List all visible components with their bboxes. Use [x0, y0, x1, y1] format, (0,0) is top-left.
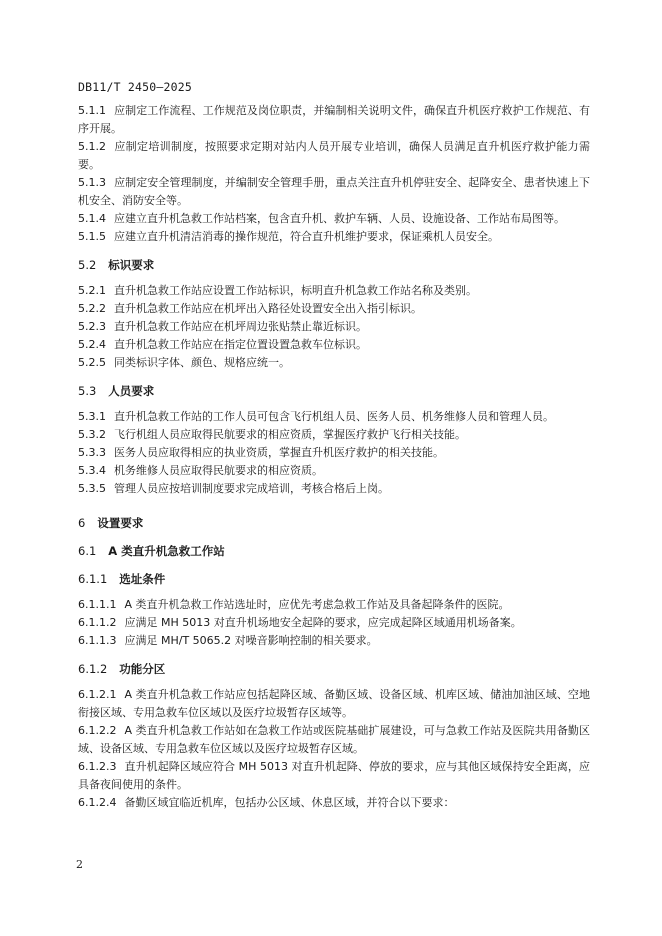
- clause-number: 5.3.4: [78, 464, 106, 477]
- clause-text: 飞行机组人员应取得民航要求的相应资质，掌握医疗救护飞行相关技能。: [114, 428, 466, 441]
- clause-paragraph: [78, 794, 590, 812]
- clause-number: 6.1: [78, 544, 97, 558]
- clause-paragraph: [78, 354, 590, 372]
- spacer: [78, 400, 590, 408]
- clause-paragraph: [78, 210, 590, 228]
- section-heading: [78, 256, 590, 274]
- clause-number: 5.1.1: [78, 104, 106, 117]
- clause-text: 管理人员应按培训制度要求完成培训，考核合格后上岗。: [114, 482, 389, 495]
- clause-paragraph: [78, 174, 590, 210]
- clause-number: 5.2.5: [78, 356, 106, 369]
- section-heading: [78, 542, 590, 560]
- spacer: [78, 372, 590, 382]
- clause-number: 5.2.3: [78, 320, 106, 333]
- clause-text: 机务维修人员应取得民航要求的相应资质。: [114, 464, 323, 477]
- clause-paragraph: [78, 102, 590, 138]
- clause-text: 直升机急救工作站的工作人员可包含飞行机组人员、医务人员、机务维修人员和管理人员。: [114, 410, 554, 423]
- clause-text: A 类直升机急救工作站选址时，应优先考虑急救工作站及具备起降条件的医院。: [124, 598, 510, 611]
- clause-number: 6.1.2.1: [78, 688, 117, 701]
- clause-number: 5.1.4: [78, 212, 106, 225]
- clause-paragraph: [78, 444, 590, 462]
- clause-text: 直升机急救工作站应设置工作站标识，标明直升机急救工作站名称及类别。: [114, 284, 477, 297]
- section-heading: [78, 514, 590, 532]
- clause-number: 5.2: [78, 258, 97, 272]
- clause-text: 直升机急救工作站应在指定位置设置急救车位标识。: [114, 338, 367, 351]
- clause-number: 5.1.2: [78, 140, 106, 153]
- clause-text: 人员要求: [108, 384, 155, 398]
- clause-text: 应满足 MH/T 5065.2 对噪音影响控制的相关要求。: [124, 634, 378, 647]
- clause-text: 应建立直升机清洁消毒的操作规范，符合直升机维护要求，保证乘机人员安全。: [114, 230, 499, 243]
- section-heading: [78, 382, 590, 400]
- spacer: [78, 560, 590, 570]
- clause-number: 6: [78, 516, 86, 530]
- clause-number: 5.3.3: [78, 446, 106, 459]
- clause-number: 6.1.1.3: [78, 634, 117, 647]
- clause-paragraph: [78, 426, 590, 444]
- clause-paragraph: [78, 462, 590, 480]
- clause-number: 6.1.2.4: [78, 796, 117, 809]
- clause-text: 设置要求: [97, 516, 144, 530]
- clause-text: A 类直升机急救工作站如在急救工作站或医院基础扩展建设，可与急救工作站及医院共用备勤区域、设备区域、专用急救车位区域以及医疗垃圾暂存区域。: [78, 724, 590, 755]
- clause-paragraph: [78, 408, 590, 426]
- clause-paragraph: [78, 228, 590, 246]
- clause-text: 同类标识字体、颜色、规格应统一。: [114, 356, 290, 369]
- clause-number: 5.3: [78, 384, 97, 398]
- clause-number: 5.3.2: [78, 428, 106, 441]
- clause-text: 医务人员应取得相应的执业资质，掌握直升机医疗救护的相关技能。: [114, 446, 444, 459]
- spacer: [78, 588, 590, 596]
- clause-number: 5.2.2: [78, 302, 106, 315]
- clause-text: 应制定工作流程、工作规范及岗位职责，并编制相关说明文件，确保直升机医疗救护工作规范、有序开展。: [78, 104, 590, 135]
- clause-number: 6.1.2.3: [78, 760, 117, 773]
- document-code-header: DB11/T 2450—2025: [78, 80, 192, 94]
- page-number: 2: [76, 858, 83, 871]
- spacer: [78, 246, 590, 256]
- clause-text: 备勤区域宜临近机库，包括办公区域、休息区域，并符合以下要求：: [124, 796, 455, 809]
- clause-number: 5.1.5: [78, 230, 106, 243]
- clause-text: 标识要求: [108, 258, 155, 272]
- section-heading: [78, 660, 590, 678]
- clause-paragraph: [78, 686, 590, 722]
- clause-paragraph: [78, 336, 590, 354]
- clause-text: 直升机急救工作站应在机坪周边张贴禁止靠近标识。: [114, 320, 367, 333]
- clause-paragraph: [78, 282, 590, 300]
- clause-paragraph: [78, 480, 590, 498]
- spacer: [78, 532, 590, 542]
- clause-text: 功能分区: [119, 662, 166, 676]
- clause-number: 6.1.1: [78, 572, 108, 586]
- spacer: [78, 498, 590, 514]
- section-heading: [78, 570, 590, 588]
- clause-number: 6.1.2: [78, 662, 108, 676]
- clause-text: A 类直升机急救工作站: [108, 544, 225, 558]
- clause-number: 5.2.1: [78, 284, 106, 297]
- clause-paragraph: [78, 722, 590, 758]
- clause-text: 应制定安全管理制度，并编制安全管理手册，重点关注直升机停驻安全、起降安全、患者快速上下机安全、消防安全等。: [78, 176, 590, 207]
- clause-text: 直升机起降区域应符合 MH 5013 对直升机起降、停放的要求，应与其他区域保持安全距离，应具备夜间使用的条件。: [78, 760, 590, 791]
- document-body: [78, 102, 590, 812]
- clause-text: 应满足 MH 5013 对直升机场地安全起降的要求，应完成起降区域通用机场备案。: [124, 616, 522, 629]
- clause-paragraph: [78, 318, 590, 336]
- clause-paragraph: [78, 614, 590, 632]
- clause-text: 直升机急救工作站应在机坪出入路径处设置安全出入指引标识。: [114, 302, 422, 315]
- spacer: [78, 650, 590, 660]
- clause-text: 选址条件: [119, 572, 166, 586]
- clause-paragraph: [78, 138, 590, 174]
- clause-number: 6.1.1.2: [78, 616, 117, 629]
- clause-paragraph: [78, 632, 590, 650]
- clause-number: 5.1.3: [78, 176, 106, 189]
- clause-paragraph: [78, 758, 590, 794]
- clause-paragraph: [78, 300, 590, 318]
- clause-text: 应制定培训制度，按照要求定期对站内人员开展专业培训，确保人员满足直升机医疗救护能力需要。: [78, 140, 590, 171]
- clause-text: 应建立直升机急救工作站档案，包含直升机、救护车辆、人员、设施设备、工作站布局图等。: [114, 212, 565, 225]
- spacer: [78, 274, 590, 282]
- clause-number: 5.2.4: [78, 338, 106, 351]
- clause-number: 5.3.5: [78, 482, 106, 495]
- clause-number: 6.1.2.2: [78, 724, 117, 737]
- clause-paragraph: [78, 596, 590, 614]
- clause-text: A 类直升机急救工作站应包括起降区域、备勤区域、设备区域、机库区域、储油加油区域、空地衔接区域、专用急救车位区域以及医疗垃圾暂存区域等。: [78, 688, 590, 719]
- spacer: [78, 678, 590, 686]
- clause-number: 5.3.1: [78, 410, 106, 423]
- clause-number: 6.1.1.1: [78, 598, 117, 611]
